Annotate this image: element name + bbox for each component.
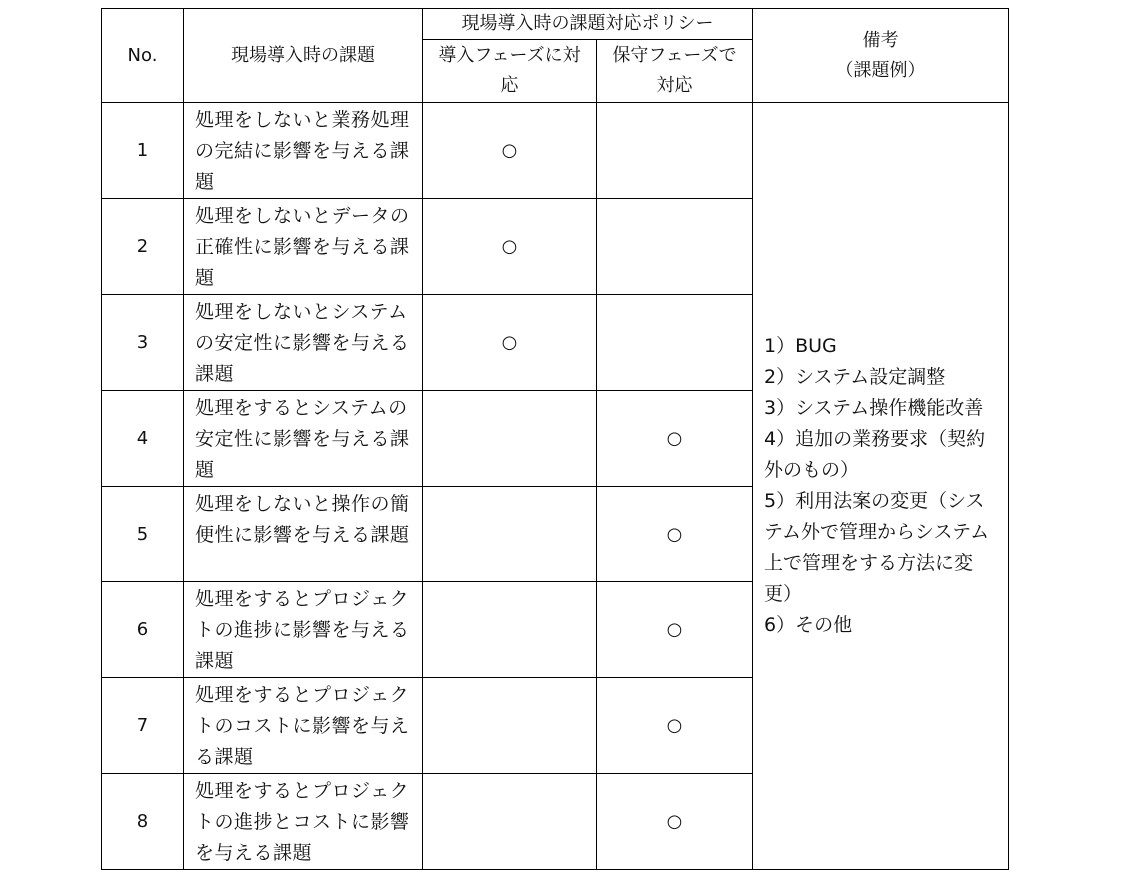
header-no: No. [102, 9, 184, 103]
intro-mark [423, 582, 597, 678]
row-number: 4 [102, 391, 184, 487]
remarks-cell [753, 103, 1009, 870]
remark-item: 5）利用法案の変更（システム外で管理からシステム上で管理をする方法に変更） [764, 490, 990, 605]
row-number: 3 [102, 295, 184, 391]
header-policy-group: 現場導入時の課題対応ポリシー [423, 9, 753, 40]
row-issue: 処理をするとシステムの安定性に影響を与える課題 [184, 391, 423, 487]
remark-item: 3）システム操作機能改善 [764, 397, 984, 419]
maint-mark: ○ [597, 487, 753, 582]
intro-mark: ○ [423, 103, 597, 199]
intro-mark [423, 391, 597, 487]
maint-mark [597, 295, 753, 391]
remark-item: 6）その他 [764, 614, 853, 636]
row-issue: 処理をするとプロジェクトの進捗とコストに影響を与える課題 [184, 774, 423, 870]
row-number: 5 [102, 487, 184, 582]
header-maint-phase: 保守フェーズで対応 [597, 40, 753, 103]
maint-mark: ○ [597, 774, 753, 870]
row-issue: 処理をするとプロジェクトのコストに影響を与える課題 [184, 678, 423, 774]
row-number: 8 [102, 774, 184, 870]
row-issue: 処理をしないとデータの正確性に影響を与える課題 [184, 199, 423, 295]
row-number: 1 [102, 103, 184, 199]
intro-mark [423, 678, 597, 774]
row-issue: 処理をしないと操作の簡便性に影響を与える課題 [184, 487, 423, 582]
intro-mark: ○ [423, 295, 597, 391]
row-issue: 処理をするとプロジェクトの進捗に影響を与える課題 [184, 582, 423, 678]
header-issue: 現場導入時の課題 [184, 9, 423, 103]
maint-mark: ○ [597, 678, 753, 774]
row-number: 7 [102, 678, 184, 774]
remark-item: 4）追加の業務要求（契約外のもの） [764, 428, 986, 481]
maint-mark: ○ [597, 391, 753, 487]
remark-item: 2）システム設定調整 [764, 366, 946, 388]
remark-item: 1）BUG [764, 335, 837, 357]
intro-mark [423, 487, 597, 582]
maint-mark: ○ [597, 582, 753, 678]
table-row [102, 103, 1009, 199]
issue-policy-table [101, 8, 1009, 870]
maint-mark [597, 199, 753, 295]
header-remarks [753, 9, 1009, 103]
maint-mark [597, 103, 753, 199]
row-number: 2 [102, 199, 184, 295]
row-number: 6 [102, 582, 184, 678]
row-issue: 処理をしないと業務処理の完結に影響を与える課題 [184, 103, 423, 199]
intro-mark [423, 774, 597, 870]
header-intro-phase: 導入フェーズに対応 [423, 40, 597, 103]
intro-mark: ○ [423, 199, 597, 295]
header-remarks-title: 備考 [862, 29, 899, 51]
header-remarks-sub: （課題例） [835, 59, 926, 81]
row-issue: 処理をしないとシステムの安定性に影響を与える課題 [184, 295, 423, 391]
